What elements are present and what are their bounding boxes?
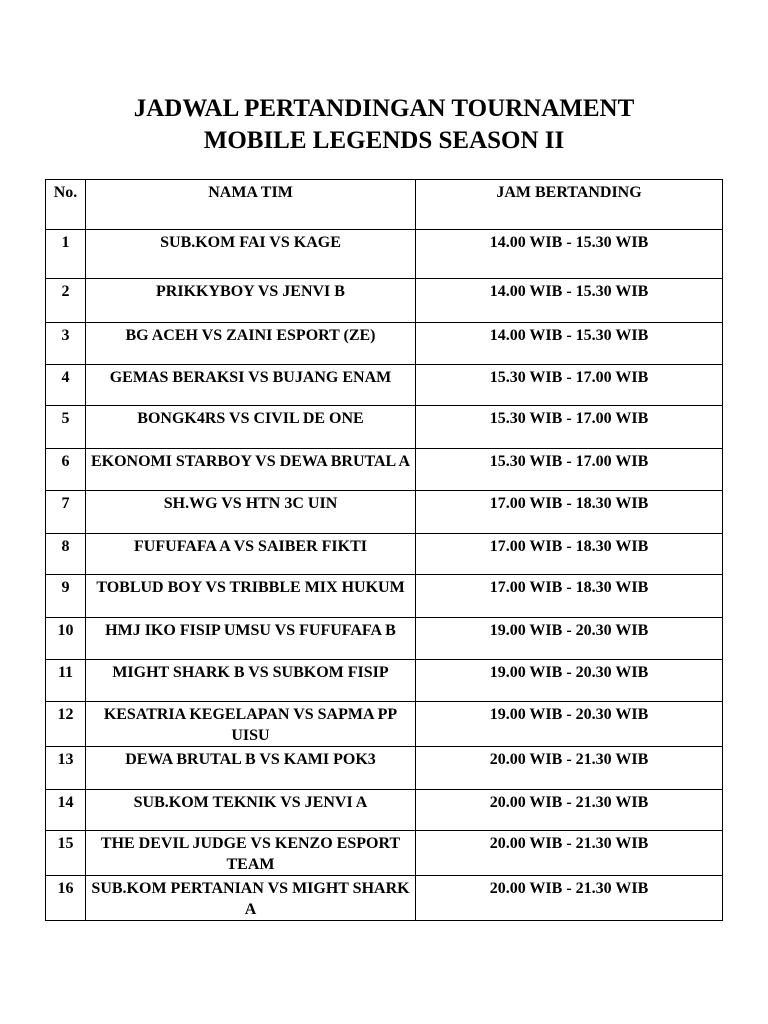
cell-team: BG ACEH VS ZAINI ESPORT (ZE)	[86, 323, 416, 365]
table-row	[46, 279, 723, 323]
cell-team: EKONOMI STARBOY VS DEWA BRUTAL A	[86, 449, 416, 491]
cell-time: 15.30 WIB - 17.00 WIB	[416, 365, 723, 406]
cell-team: SUB.KOM TEKNIK VS JENVI A	[86, 790, 416, 831]
cell-team: TOBLUD BOY VS TRIBBLE MIX HUKUM	[86, 575, 416, 618]
page-title-line-2: MOBILE LEGENDS SEASON II	[203, 127, 565, 154]
cell-time: 14.00 WIB - 15.30 WIB	[416, 230, 723, 279]
cell-time: 19.00 WIB - 20.30 WIB	[416, 702, 723, 747]
cell-time: 14.00 WIB - 15.30 WIB	[416, 279, 723, 323]
cell-time: 20.00 WIB - 21.30 WIB	[416, 790, 723, 831]
cell-no: 4	[46, 365, 86, 406]
header-time: JAM BERTANDING	[416, 180, 723, 230]
table-row	[46, 323, 723, 365]
table-row	[46, 534, 723, 575]
cell-team: SUB.KOM FAI VS KAGE	[86, 230, 416, 279]
table-row	[46, 230, 723, 279]
cell-no: 6	[46, 449, 86, 491]
table-row	[46, 575, 723, 618]
cell-time: 17.00 WIB - 18.30 WIB	[416, 491, 723, 534]
cell-team: BONGK4RS VS CIVIL DE ONE	[86, 406, 416, 449]
table-row	[46, 660, 723, 702]
cell-time: 17.00 WIB - 18.30 WIB	[416, 534, 723, 575]
cell-time: 19.00 WIB - 20.30 WIB	[416, 660, 723, 702]
table-row	[46, 406, 723, 449]
cell-team: GEMAS BERAKSI VS BUJANG ENAM	[86, 365, 416, 406]
cell-no: 3	[46, 323, 86, 365]
cell-time: 20.00 WIB - 21.30 WIB	[416, 747, 723, 790]
table-row	[46, 876, 723, 921]
cell-no: 15	[46, 831, 86, 876]
cell-no: 2	[46, 279, 86, 323]
cell-time: 19.00 WIB - 20.30 WIB	[416, 618, 723, 660]
header-team: NAMA TIM	[86, 180, 416, 230]
cell-no: 14	[46, 790, 86, 831]
cell-no: 1	[46, 230, 86, 279]
cell-time: 20.00 WIB - 21.30 WIB	[416, 876, 723, 921]
cell-no: 7	[46, 491, 86, 534]
cell-no: 5	[46, 406, 86, 449]
cell-no: 9	[46, 575, 86, 618]
table-header-row	[46, 180, 723, 230]
table-row	[46, 831, 723, 876]
table-row	[46, 449, 723, 491]
cell-team: DEWA BRUTAL B VS KAMI POK3	[86, 747, 416, 790]
table-row	[46, 702, 723, 747]
cell-no: 16	[46, 876, 86, 921]
table-row	[46, 491, 723, 534]
cell-time: 15.30 WIB - 17.00 WIB	[416, 449, 723, 491]
header-no: No.	[46, 180, 86, 230]
cell-team: THE DEVIL JUDGE VS KENZO ESPORT TEAM	[86, 831, 416, 876]
cell-team: PRIKKYBOY VS JENVI B	[86, 279, 416, 323]
cell-team: SH.WG VS HTN 3C UIN	[86, 491, 416, 534]
cell-no: 8	[46, 534, 86, 575]
cell-time: 15.30 WIB - 17.00 WIB	[416, 406, 723, 449]
cell-time: 20.00 WIB - 21.30 WIB	[416, 831, 723, 876]
page-title-line-1: JADWAL PERTANDINGAN TOURNAMENT	[133, 95, 635, 122]
cell-team: SUB.KOM PERTANIAN VS MIGHT SHARK A	[86, 876, 416, 921]
table-row	[46, 747, 723, 790]
cell-time: 17.00 WIB - 18.30 WIB	[416, 575, 723, 618]
cell-team: MIGHT SHARK B VS SUBKOM FISIP	[86, 660, 416, 702]
schedule-table	[45, 179, 723, 921]
table-row	[46, 790, 723, 831]
cell-no: 11	[46, 660, 86, 702]
cell-team: HMJ IKO FISIP UMSU VS FUFUFAFA B	[86, 618, 416, 660]
cell-time: 14.00 WIB - 15.30 WIB	[416, 323, 723, 365]
cell-no: 10	[46, 618, 86, 660]
cell-no: 13	[46, 747, 86, 790]
cell-team: FUFUFAFA A VS SAIBER FIKTI	[86, 534, 416, 575]
cell-team: KESATRIA KEGELAPAN VS SAPMA PP UISU	[86, 702, 416, 747]
table-row	[46, 365, 723, 406]
cell-no: 12	[46, 702, 86, 747]
table-row	[46, 618, 723, 660]
